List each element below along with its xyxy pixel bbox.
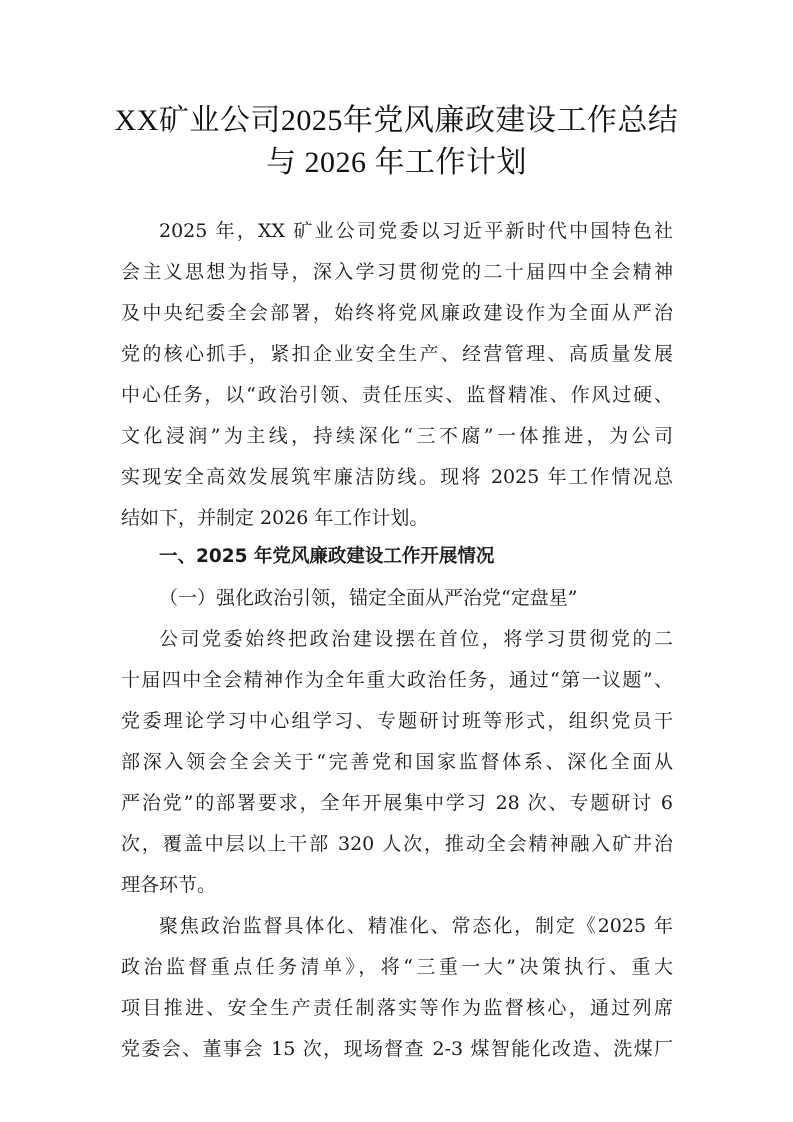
section-heading: 一、2025 年党风廉政建设工作开展情况 bbox=[159, 546, 495, 567]
paragraph-line: 公司党委始终把政治建设摆在首位，将学习贯彻党的二 bbox=[159, 628, 673, 650]
paragraph-line: 部深入领会全会关于“完善党和国家监督体系、深化全面从 bbox=[121, 751, 673, 773]
intro-line: 会主义思想为指导，深入学习贯彻党的二十届四中全会精神 bbox=[121, 261, 673, 283]
subsection-heading: （一）强化政治引领，锚定全面从严治党“定盘星” bbox=[159, 587, 578, 609]
intro-line: 2025 年，XX 矿业公司党委以习近平新时代中国特色社 bbox=[159, 220, 673, 242]
intro-line: 文化浸润”为主线，持续深化“三不腐”一体推进，为公司 bbox=[121, 425, 673, 447]
paragraph-line: 党委会、董事会 15 次，现场督查 2-3 煤智能化改造、洗煤厂 bbox=[121, 1038, 673, 1060]
paragraph-line: 政治监督重点任务清单》，将“三重一大”决策执行、重大 bbox=[121, 956, 673, 978]
paragraph-line: 党委理论学习中心组学习、专题研讨班等形式，组织党员干 bbox=[121, 710, 673, 732]
intro-line: 结如下，并制定 2026 年工作计划。 bbox=[121, 507, 429, 529]
intro-line: 实现安全高效发展筑牢廉洁防线。现将 2025 年工作情况总 bbox=[121, 466, 673, 488]
paragraph-line: 聚焦政治监督具体化、精准化、常态化，制定《2025 年 bbox=[159, 915, 673, 937]
paragraph-line: 项目推进、安全生产责任制落实等作为监督核心，通过列席 bbox=[121, 997, 673, 1019]
paragraph-line: 次，覆盖中层以上干部 320 人次，推动全会精神融入矿井治 bbox=[121, 833, 673, 855]
paragraph-line: 理各环节。 bbox=[121, 874, 217, 896]
paragraph-line: 严治党”的部署要求，全年开展集中学习 28 次、专题研讨 6 bbox=[121, 792, 673, 814]
intro-line: 党的核心抓手，紧扣企业安全生产、经营管理、高质量发展 bbox=[121, 343, 673, 365]
document-title-line2: 与 2026 年工作计划 bbox=[266, 146, 527, 179]
paragraph-line: 十届四中全会精神作为全年重大政治任务，通过“第一议题”、 bbox=[121, 669, 673, 691]
intro-line: 中心任务，以“政治引领、责任压实、监督精准、作风过硬、 bbox=[121, 384, 673, 406]
intro-line: 及中央纪委全会部署，始终将党风廉政建设作为全面从严治 bbox=[121, 302, 673, 324]
document-title-line1: XX矿业公司2025年党风廉政建设工作总结 bbox=[114, 104, 679, 137]
